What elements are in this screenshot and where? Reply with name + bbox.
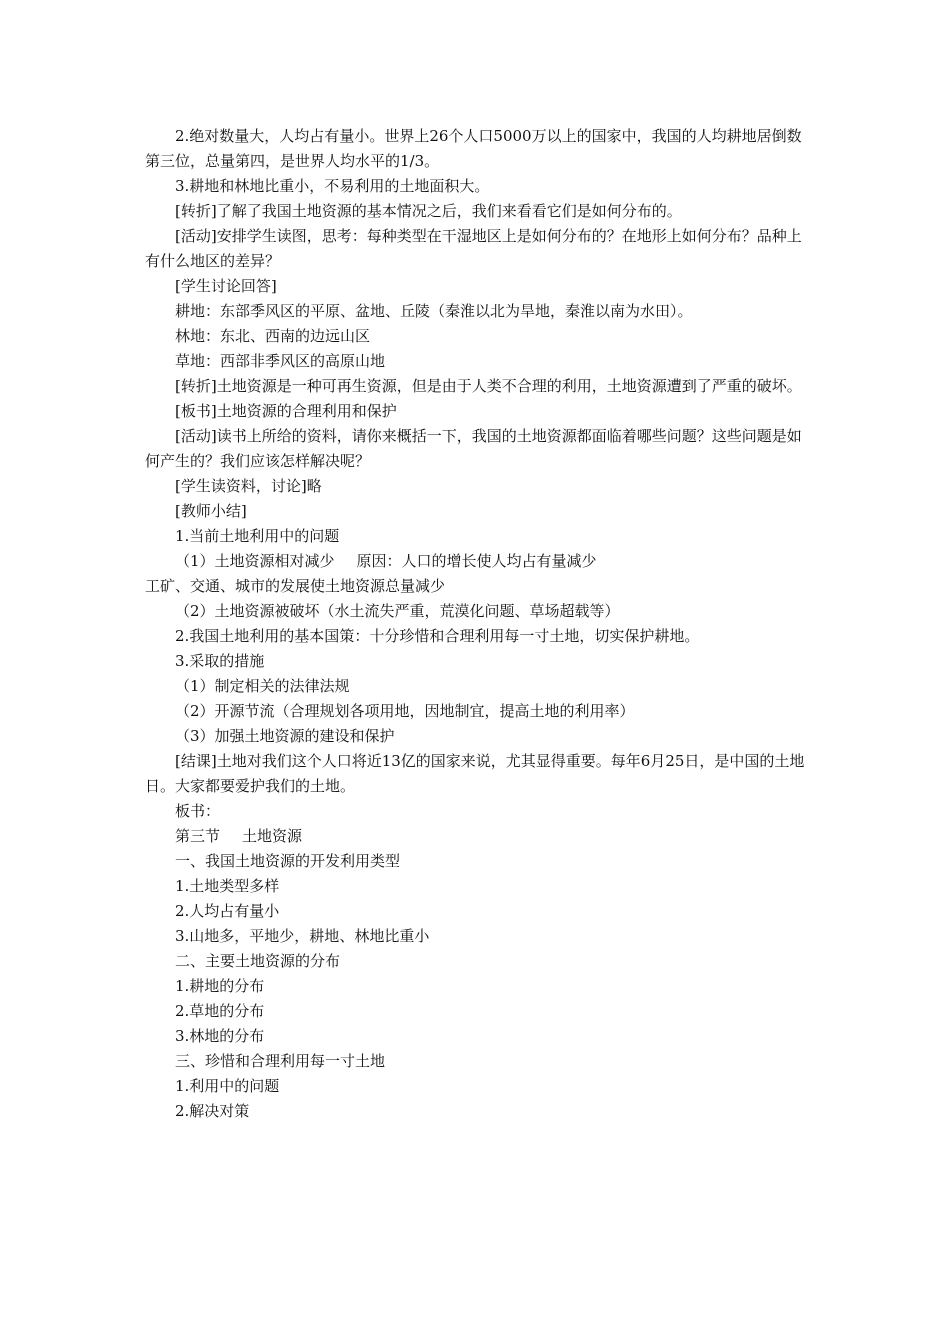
paragraph: 3.耕地和林地比重小，不易利用的土地面积大。 xyxy=(175,177,490,195)
paragraph: 3.采取的措施 xyxy=(175,652,265,670)
paragraph: [学生讨论回答] xyxy=(175,277,277,295)
board-line: 3.林地的分布 xyxy=(175,1027,265,1045)
paragraph: [活动]安排学生读图，思考：每种类型在干湿地区上是如何分布的？在地形上如何分布？品种上有什么地区的差异？ xyxy=(145,227,802,270)
paragraph: 1.当前土地利用中的问题 xyxy=(175,527,340,545)
problem-line xyxy=(145,549,807,574)
paragraph: 2.我国土地利用的基本国策：十分珍惜和合理利用每一寸土地，切实保护耕地。 xyxy=(175,627,700,645)
board-line: 三、珍惜和合理利用每一寸土地 xyxy=(175,1052,386,1070)
board-title xyxy=(145,824,807,849)
paragraph: 工矿、交通、城市的发展使土地资源总量减少 xyxy=(145,577,446,595)
paragraph: [转折]了解了我国土地资源的基本情况之后，我们来看看它们是如何分布的。 xyxy=(175,202,682,220)
paragraph: 草地：西部非季风区的高原山地 xyxy=(175,352,386,370)
paragraph: （3）加强土地资源的建设和保护 xyxy=(175,727,395,745)
board-title-name: 土地资源 xyxy=(242,827,303,845)
paragraph: [教师小结] xyxy=(175,502,247,520)
paragraph: （2）土地资源被破坏（水土流失严重，荒漠化问题、草场超载等） xyxy=(175,602,620,620)
paragraph: [板书]土地资源的合理利用和保护 xyxy=(175,402,397,420)
board-line: 一、我国土地资源的开发利用类型 xyxy=(175,852,401,870)
board-line: 2.人均占有量小 xyxy=(175,902,280,920)
paragraph: [学生读资料，讨论]略 xyxy=(175,477,322,495)
board-line: 1.耕地的分布 xyxy=(175,977,265,995)
board-line: 二、主要土地资源的分布 xyxy=(175,952,341,970)
problem-reason: 原因：人口的增长使人均占有量减少 xyxy=(356,552,597,570)
problem-label: （1）土地资源相对减少 xyxy=(175,552,335,570)
board-title-section: 第三节 xyxy=(175,827,221,845)
paragraph: [活动]读书上所给的资料，请你来概括一下，我国的土地资源都面临着哪些问题？这些问题是如何产生的？我们应该怎样解决呢？ xyxy=(145,427,802,470)
board-line: 2.草地的分布 xyxy=(175,1002,265,1020)
board-line: 3.山地多，平地少，耕地、林地比重小 xyxy=(175,927,430,945)
paragraph: （2）开源节流（合理规划各项用地，因地制宜，提高土地的利用率） xyxy=(175,702,635,720)
paragraph: （1）制定相关的法律法规 xyxy=(175,677,350,695)
document-body xyxy=(145,124,807,1124)
paragraph: 2.绝对数量大，人均占有量小。世界上26个人口5000万以上的国家中，我国的人均耕地居倒数第三位，总量第四，是世界人均水平的1/3。 xyxy=(145,127,802,170)
paragraph: 板书： xyxy=(175,802,221,820)
board-line: 2.解决对策 xyxy=(175,1102,250,1120)
paragraph: [转折]土地资源是一种可再生资源，但是由于人类不合理的利用，土地资源遭到了严重的破坏。 xyxy=(175,377,802,395)
board-line: 1.利用中的问题 xyxy=(175,1077,280,1095)
paragraph: 耕地：东部季风区的平原、盆地、丘陵（秦淮以北为旱地，秦淮以南为水田）。 xyxy=(175,302,693,320)
paragraph: [结课]土地对我们这个人口将近13亿的国家来说，尤其显得重要。每年6月25日，是中国的土地日。大家都要爱护我们的土地。 xyxy=(145,752,805,795)
paragraph: 林地：东北、西南的边远山区 xyxy=(175,327,371,345)
board-line: 1.土地类型多样 xyxy=(175,877,280,895)
